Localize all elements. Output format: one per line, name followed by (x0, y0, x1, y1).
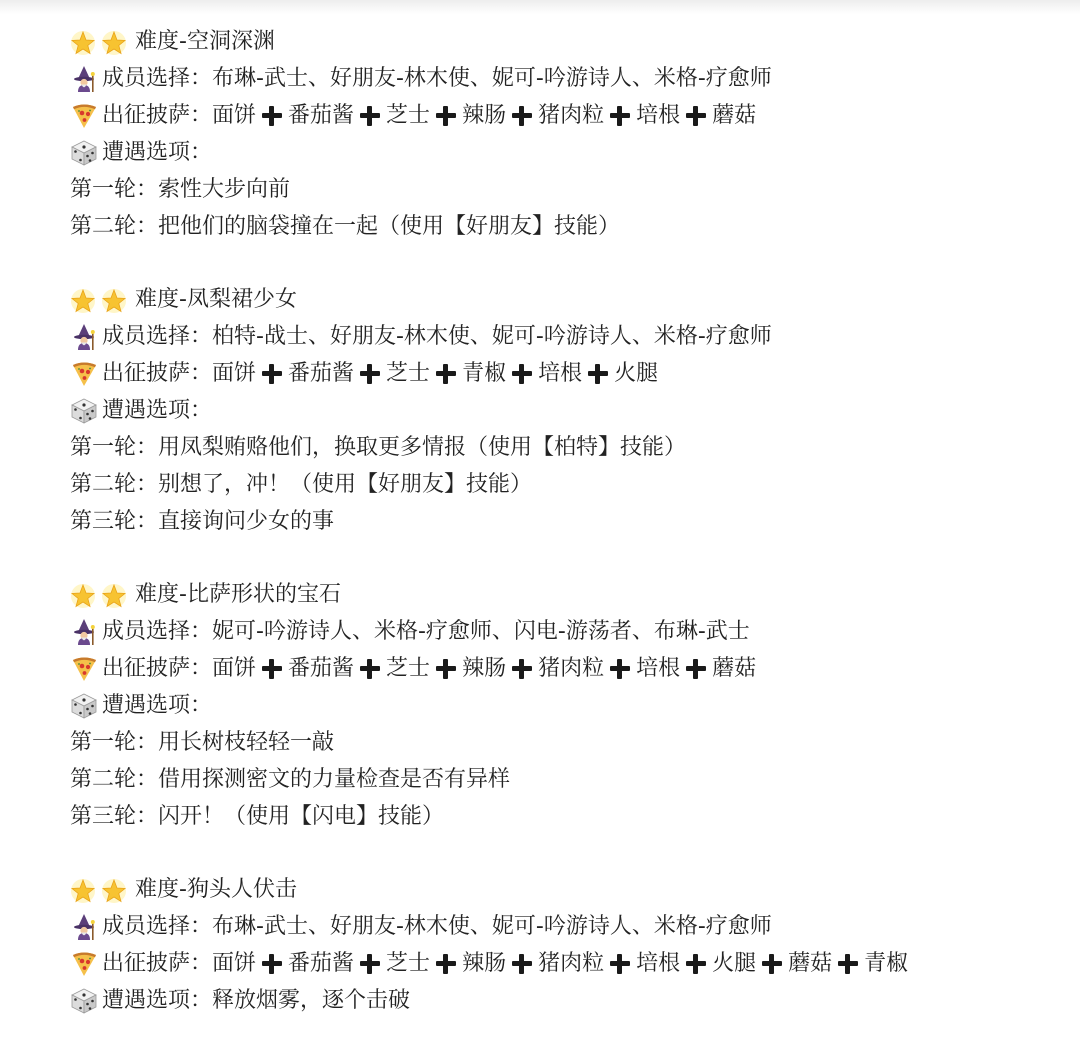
pizza-topping: 猪肉粒 (538, 951, 605, 976)
pizza-topping: 培根 (636, 951, 681, 976)
members-list: 布琳-武士、好朋友-林木使、妮可-吟游诗人、米格-疗愈师 (212, 914, 772, 939)
round-label: 第一轮： (70, 730, 159, 755)
glowing-star-icon (70, 288, 96, 314)
star-pair-icon (70, 287, 132, 313)
round-choice: 用凤梨贿赂他们，换取更多情报（使用【柏特】技能） (158, 435, 687, 460)
plus-icon (608, 657, 632, 681)
plus-icon (434, 362, 458, 386)
pizza-topping: 番茄酱 (288, 361, 355, 386)
plus-icon (260, 952, 284, 976)
plus-icon (586, 362, 610, 386)
members-label: 成员选择： (102, 619, 213, 644)
pizza-topping: 火腿 (614, 361, 659, 386)
top-shadow (0, 0, 1080, 14)
pizza-topping: 猪肉粒 (538, 103, 605, 128)
difficulty-heading (70, 871, 1070, 908)
difficulty-section (70, 281, 1070, 540)
wizard-icon (70, 619, 99, 645)
pizza-topping: 培根 (538, 361, 583, 386)
pizza-label: 出征披萨： (102, 656, 213, 681)
plus-icon (358, 362, 382, 386)
pizza-topping: 火腿 (712, 951, 757, 976)
pizza-label: 出征披萨： (102, 103, 213, 128)
plus-icon (510, 362, 534, 386)
pizza-topping: 培根 (636, 103, 681, 128)
plus-icon (260, 362, 284, 386)
encounter-line (70, 687, 1070, 724)
glowing-star-icon (70, 30, 96, 56)
encounter-line (70, 392, 1070, 429)
plus-icon (760, 952, 784, 976)
glowing-star-icon (70, 583, 96, 609)
pizza-icon (70, 361, 99, 387)
members-list: 布琳-武士、好朋友-林木使、妮可-吟游诗人、米格-疗愈师 (212, 66, 772, 91)
plus-icon (836, 952, 860, 976)
members-line (70, 318, 1070, 355)
members-label: 成员选择： (102, 66, 213, 91)
round-label: 第三轮： (70, 804, 159, 829)
plus-icon (260, 657, 284, 681)
members-label: 成员选择： (102, 324, 213, 349)
guide-content (70, 23, 1070, 1055)
pizza-topping: 蘑菇 (788, 951, 833, 976)
glowing-star-icon (101, 288, 127, 314)
plus-icon (434, 952, 458, 976)
round-label: 第二轮： (70, 214, 159, 239)
round-choice: 闪开！（使用【闪电】技能） (158, 804, 445, 829)
pizza-label: 出征披萨： (102, 951, 213, 976)
pizza-topping: 芝士 (386, 361, 431, 386)
glowing-star-icon (101, 583, 127, 609)
glowing-star-icon (101, 30, 127, 56)
pizza-topping: 面饼 (212, 656, 257, 681)
plus-icon (434, 104, 458, 128)
encounter-label: 遭遇选项： (102, 398, 213, 423)
pizza-topping: 蘑菇 (712, 103, 757, 128)
pizza-topping: 青椒 (864, 951, 909, 976)
plus-icon (608, 952, 632, 976)
plus-icon (358, 657, 382, 681)
difficulty-heading (70, 281, 1070, 318)
round-label: 第三轮： (70, 509, 159, 534)
round-line (70, 761, 1070, 798)
difficulty-section (70, 576, 1070, 835)
plus-icon (608, 104, 632, 128)
round-choice: 用长树枝轻轻一敲 (158, 730, 335, 755)
members-line (70, 60, 1070, 97)
round-line (70, 466, 1070, 503)
pizza-topping: 芝士 (386, 103, 431, 128)
pizza-topping: 辣肠 (462, 656, 507, 681)
wizard-icon (70, 66, 99, 92)
pizza-topping: 番茄酱 (288, 951, 355, 976)
encounter-label: 遭遇选项： (102, 140, 213, 165)
plus-icon (684, 104, 708, 128)
plus-icon (358, 104, 382, 128)
difficulty-title: 难度-比萨形状的宝石 (135, 582, 341, 607)
round-label: 第一轮： (70, 177, 159, 202)
round-line (70, 798, 1070, 835)
pizza-topping: 番茄酱 (288, 103, 355, 128)
pizza-icon (70, 103, 99, 129)
round-line (70, 208, 1070, 245)
difficulty-section (70, 23, 1070, 245)
plus-icon (684, 657, 708, 681)
pizza-topping: 番茄酱 (288, 656, 355, 681)
pizza-icon (70, 656, 99, 682)
members-list: 柏特-战士、好朋友-林木使、妮可-吟游诗人、米格-疗愈师 (212, 324, 772, 349)
star-pair-icon (70, 582, 132, 608)
plus-icon (434, 657, 458, 681)
round-label: 第二轮： (70, 767, 159, 792)
pizza-topping: 青椒 (462, 361, 507, 386)
members-list: 妮可-吟游诗人、米格-疗愈师、闪电-游荡者、布琳-武士 (212, 619, 750, 644)
round-choice: 直接询问少女的事 (158, 509, 335, 534)
glowing-star-icon (70, 878, 96, 904)
star-pair-icon (70, 29, 132, 55)
glowing-star-icon (101, 878, 127, 904)
round-line (70, 724, 1070, 761)
pizza-topping: 蘑菇 (712, 656, 757, 681)
pizza-topping: 猪肉粒 (538, 656, 605, 681)
plus-icon (510, 952, 534, 976)
encounter-line (70, 134, 1070, 171)
pizza-line (70, 355, 1070, 392)
round-label: 第二轮： (70, 472, 159, 497)
pizza-label: 出征披萨： (102, 361, 213, 386)
difficulty-title: 难度-凤梨裙少女 (135, 287, 297, 312)
round-choice: 把他们的脑袋撞在一起（使用【好朋友】技能） (158, 214, 621, 239)
round-line (70, 503, 1070, 540)
pizza-topping: 面饼 (212, 103, 257, 128)
dice-icon (70, 693, 99, 719)
pizza-topping: 培根 (636, 656, 681, 681)
encounter-line (70, 982, 1070, 1019)
members-line (70, 613, 1070, 650)
round-line (70, 429, 1070, 466)
pizza-topping: 辣肠 (462, 951, 507, 976)
round-choice: 借用探测密文的力量检查是否有异样 (158, 767, 511, 792)
members-label: 成员选择： (102, 914, 213, 939)
difficulty-heading (70, 576, 1070, 613)
round-line (70, 171, 1070, 208)
encounter-label: 遭遇选项： (102, 693, 213, 718)
wizard-icon (70, 914, 99, 940)
pizza-line (70, 650, 1070, 687)
round-choice: 索性大步向前 (158, 177, 291, 202)
plus-icon (510, 657, 534, 681)
plus-icon (260, 104, 284, 128)
dice-icon (70, 398, 99, 424)
dice-icon (70, 988, 99, 1014)
plus-icon (358, 952, 382, 976)
star-pair-icon (70, 877, 132, 903)
plus-icon (684, 952, 708, 976)
pizza-icon (70, 951, 99, 977)
pizza-topping: 面饼 (212, 361, 257, 386)
round-label: 第一轮： (70, 435, 159, 460)
encounter-choice: 释放烟雾，逐个击破 (212, 988, 411, 1013)
pizza-topping: 芝士 (386, 656, 431, 681)
pizza-line (70, 945, 1070, 982)
pizza-topping: 面饼 (212, 951, 257, 976)
pizza-line (70, 97, 1070, 134)
plus-icon (510, 104, 534, 128)
wizard-icon (70, 324, 99, 350)
difficulty-heading (70, 23, 1070, 60)
pizza-topping: 芝士 (386, 951, 431, 976)
members-line (70, 908, 1070, 945)
encounter-label: 遭遇选项： (102, 988, 213, 1013)
round-choice: 别想了，冲！（使用【好朋友】技能） (158, 472, 533, 497)
difficulty-section (70, 871, 1070, 1019)
pizza-topping: 辣肠 (462, 103, 507, 128)
dice-icon (70, 140, 99, 166)
difficulty-title: 难度-狗头人伏击 (135, 877, 297, 902)
difficulty-title: 难度-空洞深渊 (135, 29, 275, 54)
